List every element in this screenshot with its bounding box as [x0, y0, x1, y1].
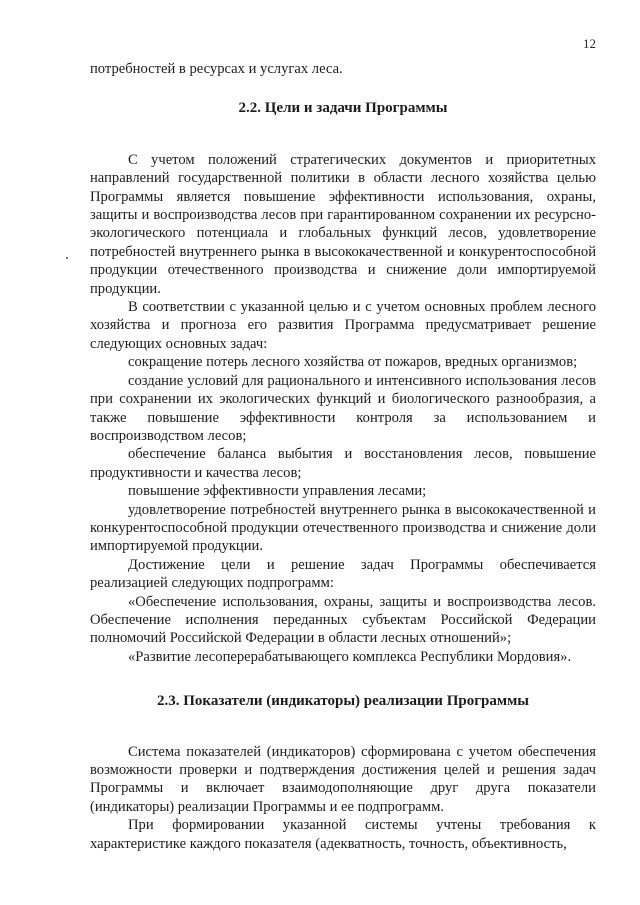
intro-line: потребностей в ресурсах и услугах леса. — [90, 61, 343, 77]
section-2-3-title: 2.3. Показатели (индикаторы) реализации Программы — [156, 693, 530, 710]
scan-artifact-dot — [66, 257, 68, 259]
subprograms-intro-paragraph: Достижение цели и решение задач Программы обеспечивается реализацией следующих подпрограмм: — [90, 556, 596, 592]
subprogram-item: «Обеспечение использования, охраны, защиты и воспроизводства лесов. Обеспечение исполнения переданных субъектам Российской Федерации полномочий Российской Федерации в области лесных отношений»; — [90, 593, 596, 647]
task-item: создание условий для рационального и интенсивного использования лесов при сохранении их экологических функций и биологического разнообразия, а также повышение эффективности контроля за использованием и воспроизводством лесов; — [90, 372, 596, 444]
task-item: обеспечение баланса выбытия и восстановления лесов, повышение продуктивности и качества лесов; — [90, 446, 596, 481]
section-2-2-title: 2.2. Цели и задачи Программы — [238, 100, 448, 117]
page-number: 12 — [583, 36, 596, 51]
task-item: удовлетворение потребностей внутреннего рынка в высококачественной и конкурентоспособной продукции отечественного производства и снижение доли импортируемой продукции. — [90, 501, 596, 555]
indicators-paragraph: Система показателей (индикаторов) сформирована с учетом обеспечения возможности проверки и подтверждения достижения целей и решения задач Программы и включает взаимодополняющие друг друга показатели (индикаторы) реализации Программы и ее подпрограмм. — [90, 743, 596, 815]
subprogram-item: «Развитие лесоперерабатывающего комплекса Республики Мордовия». — [128, 648, 572, 665]
goal-paragraph: С учетом положений стратегических документов и приоритетных направлений государственной политики в области лесного хозяйства целью Программы является повышение эффективности использования, охраны, защиты и воспроизводства лесов при гарантированном сохранении их ресурсно-экологического потенциала и глобальных функций лесов, удовлетворение потребностей внутреннего рынка в высококачественной и конкурентоспособной продукции отечественного производства и снижение доли импортируемой продукции. — [90, 151, 596, 297]
indicators-paragraph: При формировании указанной системы учтены требования к характеристике каждого показателя (адекватность, точность, объективность, — [90, 817, 596, 852]
tasks-intro-paragraph: В соответствии с указанной целью и с учетом основных проблем лесного хозяйства и прогноза его развития Программа предусматривает решение следующих основных задач: — [90, 299, 596, 352]
task-item: сокращение потерь лесного хозяйства от пожаров, вредных организмов; — [128, 354, 578, 371]
page-content — [90, 60, 596, 853]
task-item: повышение эффективности управления лесами; — [128, 483, 427, 500]
